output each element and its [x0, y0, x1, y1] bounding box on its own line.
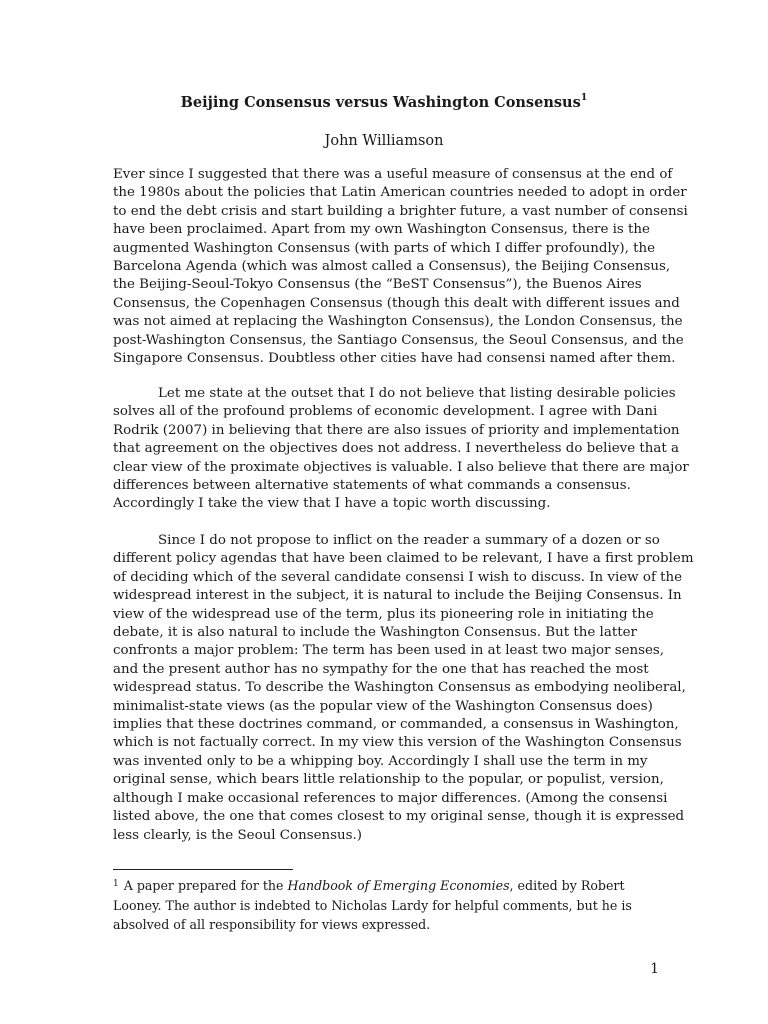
paragraph-line: Singapore Consensus. Doubtless other cities have had consensi named after them.	[113, 351, 676, 367]
paragraph-line: of deciding which of the several candidate consensi I wish to discuss. In view of the	[113, 569, 683, 585]
paragraph-line: Let me state at the outset that I do not believe that listing desirable policies	[158, 386, 676, 401]
paragraph-line: less clearly, is the Seoul Consensus.)	[113, 827, 363, 843]
paragraph-line: differences between alternative statements of what commands a consensus.	[113, 478, 631, 494]
footnote-marker: 1	[113, 879, 119, 889]
footnote	[113, 877, 658, 934]
paragraph-line: view of the widespread use of the term, plus its pioneering role in initiating the	[113, 606, 654, 622]
paragraph-line: Consensus, the Copenhagen Consensus (though this dealt with different issues and	[113, 295, 680, 311]
paragraph-2	[113, 385, 689, 514]
paragraph-line: Ever since I suggested that there was a useful measure of consensus at the end of	[113, 167, 673, 182]
book-title: Handbook of Emerging Economies	[287, 878, 510, 893]
paragraph-line: which is not factually correct. In my view this version of the Washington Consensus	[113, 735, 682, 751]
paragraph-line: clear view of the proximate objectives is valuable. I also believe that there are major	[113, 459, 689, 475]
paragraph-line: have been proclaimed. Apart from my own Washington Consensus, there is the	[113, 222, 650, 238]
paragraph-line: Since I do not propose to inflict on the reader a summary of a dozen or so	[158, 533, 660, 548]
paragraph-line: debate, it is also natural to include the Washington Consensus. But the latter	[113, 625, 637, 641]
footnote-line: Looney. The author is indebted to Nicholas Lardy for helpful comments, but he is	[113, 898, 632, 914]
paragraph-line: solves all of the profound problems of economic development. I agree with Dani	[113, 404, 658, 420]
paragraph-line: the Beijing-Seoul-Tokyo Consensus (the “BeST Consensus”), the Buenos Aires	[113, 277, 642, 293]
paragraph-line: augmented Washington Consensus (with parts of which I differ profoundly), the	[113, 240, 656, 256]
paragraph-line: original sense, which bears little relationship to the popular, or populist, version,	[113, 772, 664, 788]
paragraph-line: minimalist-state views (as the popular view of the Washington Consensus does)	[113, 698, 653, 714]
paragraph-line: although I make occasional references to major differences. (Among the consensi	[113, 790, 668, 806]
footnote-text: , edited by Robert	[509, 878, 625, 893]
paragraph-line: implies that these doctrines command, or commanded, a consensus in Washington,	[113, 717, 679, 733]
page-number: 1	[650, 961, 659, 977]
paragraph-3	[113, 532, 694, 845]
paragraph-line: post-Washington Consensus, the Santiago Consensus, the Seoul Consensus, and the	[113, 332, 684, 348]
footnote-line: absolved of all responsibility for views expressed.	[113, 916, 431, 932]
paragraph-line: was not aimed at replacing the Washington Consensus), the London Consensus, the	[113, 314, 683, 330]
paragraph-line: widespread interest in the subject, it is natural to include the Beijing Consensus. In	[113, 588, 682, 604]
footnote-text: A paper prepared for the	[123, 878, 288, 893]
paragraph-line: confronts a major problem: The term has been used in at least two major senses,	[113, 643, 665, 659]
author-name: John Williamson	[324, 133, 444, 149]
paragraph-line: Barcelona Agenda (which was almost called a Consensus), the Beijing Consensus,	[113, 259, 671, 275]
paragraph-line: listed above, the one that comes closest to my original sense, though it is expressed	[113, 809, 685, 825]
paragraph-line: Rodrik (2007) in believing that there are also issues of priority and implementation	[113, 422, 680, 438]
paragraph-1	[113, 166, 688, 368]
paragraph-line: that agreement on the objectives does not address. I nevertheless do believe that a	[113, 441, 680, 457]
footnote-divider	[113, 869, 293, 870]
title-text: Beijing Consensus versus Washington Consensus	[180, 94, 581, 111]
paragraph-line: the 1980s about the policies that Latin American countries needed to adopt in order	[113, 185, 687, 201]
paragraph-line: widespread status. To describe the Washington Consensus as embodying neoliberal,	[113, 680, 686, 696]
paragraph-line: different policy agendas that have been claimed to be relevant, I have a first problem	[113, 551, 694, 567]
document-title	[0, 93, 768, 113]
paragraph-line: was invented only to be a whipping boy. Accordingly I shall use the term in my	[113, 753, 648, 769]
paragraph-line: and the present author has no sympathy for the one that has reached the most	[113, 661, 649, 677]
title-footnote-marker[interactable]: 1	[580, 92, 588, 104]
paragraph-line: Accordingly I take the view that I have a topic worth discussing.	[113, 496, 551, 512]
footnote-line	[113, 877, 658, 897]
paragraph-line: to end the debt crisis and start building a brighter future, a vast number of consensi	[113, 203, 688, 219]
